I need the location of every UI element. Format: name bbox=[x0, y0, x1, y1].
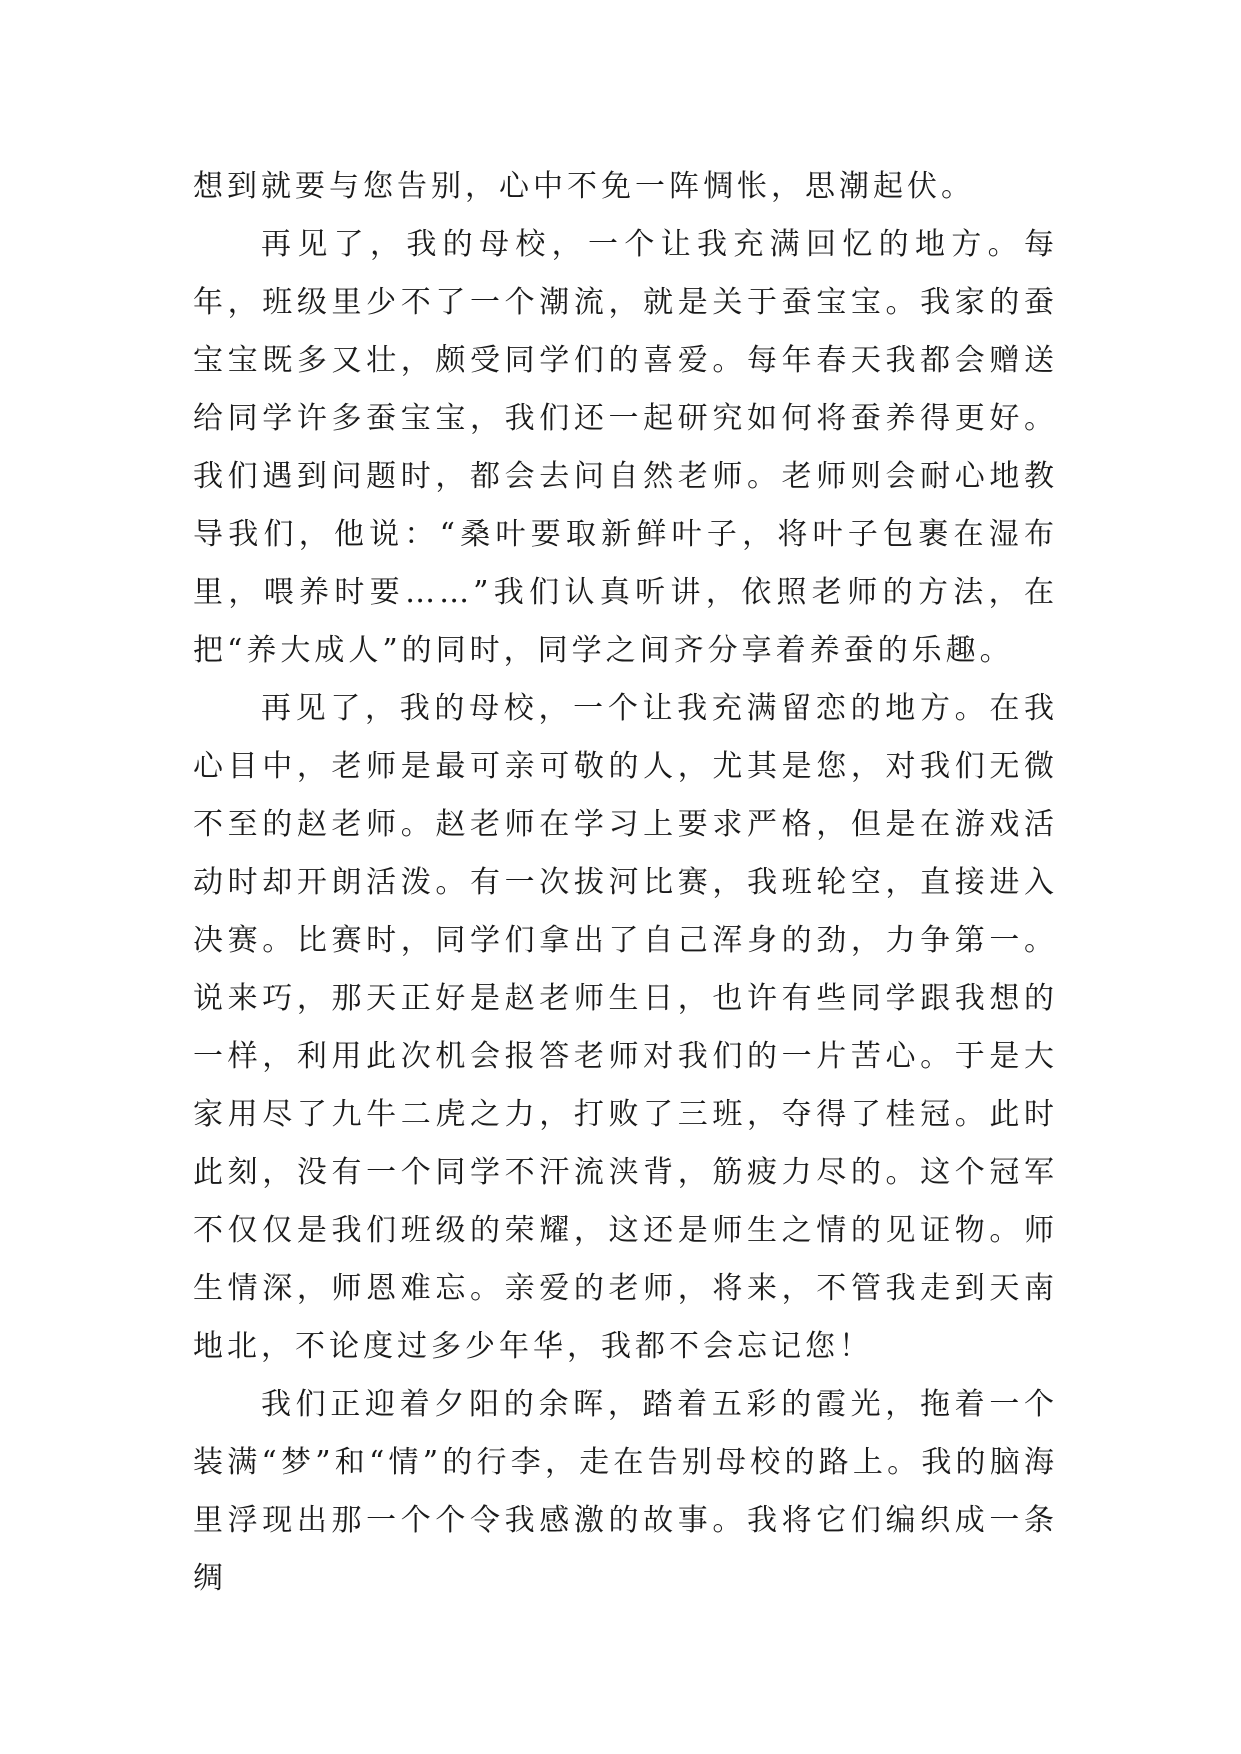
paragraph-teacher-zhao: 再见了，我的母校，一个让我充满留恋的地方。在我心目中，老师是最可亲可敬的人，尤其是您，对我们无微不至的赵老师。赵老师在学习上要求严格，但是在游戏活动时却开朗活泼。有一次拔河比赛，我班轮空，直接进入决赛。比赛时，同学们拿出了自己浑身的劲，力争第一。说来巧，那天正好是赵老师生日，也许有些同学跟我想的一样，利用此次机会报答老师对我们的一片苦心。于是大家用尽了九牛二虎之力，打败了三班，夺得了桂冠。此时此刻，没有一个同学不汗流浃背，筋疲力尽的。这个冠军不仅仅是我们班级的荣耀，这还是师生之情的见证物。师生情深，师恩难忘。亲爱的老师，将来，不管我走到天南地北，不论度过多少年华，我都不会忘记您！ bbox=[193, 691, 1058, 1364]
paragraph-continued: 想到就要与您告别，心中不免一阵惆怅，思潮起伏。 bbox=[193, 169, 975, 204]
paragraph-silkworms: 再见了，我的母校，一个让我充满回忆的地方。每年，班级里少不了一个潮流，就是关于蚕宝宝。我家的蚕宝宝既多又壮，颇受同学们的喜爱。每年春天我都会赠送给同学许多蚕宝宝，我们还一起研究如何将蚕养得更好。我们遇到问题时，都会去问自然老师。老师则会耐心地教导我们，他说：“桑叶要取新鲜叶子，将叶子包裹在湿布里，喂养时要……”我们认真听讲，依照老师的方法，在把“养大成人”的同时，同学之间齐分享着养蚕的乐趣。 bbox=[193, 227, 1058, 668]
document-body bbox=[193, 158, 1058, 1608]
paragraph-farewell: 我们正迎着夕阳的余晖，踏着五彩的霞光，拖着一个装满“梦”和“情”的行李，走在告别母校的路上。我的脑海里浮现出那一个个令我感激的故事。我将它们编织成一条绸 bbox=[193, 1387, 1058, 1596]
